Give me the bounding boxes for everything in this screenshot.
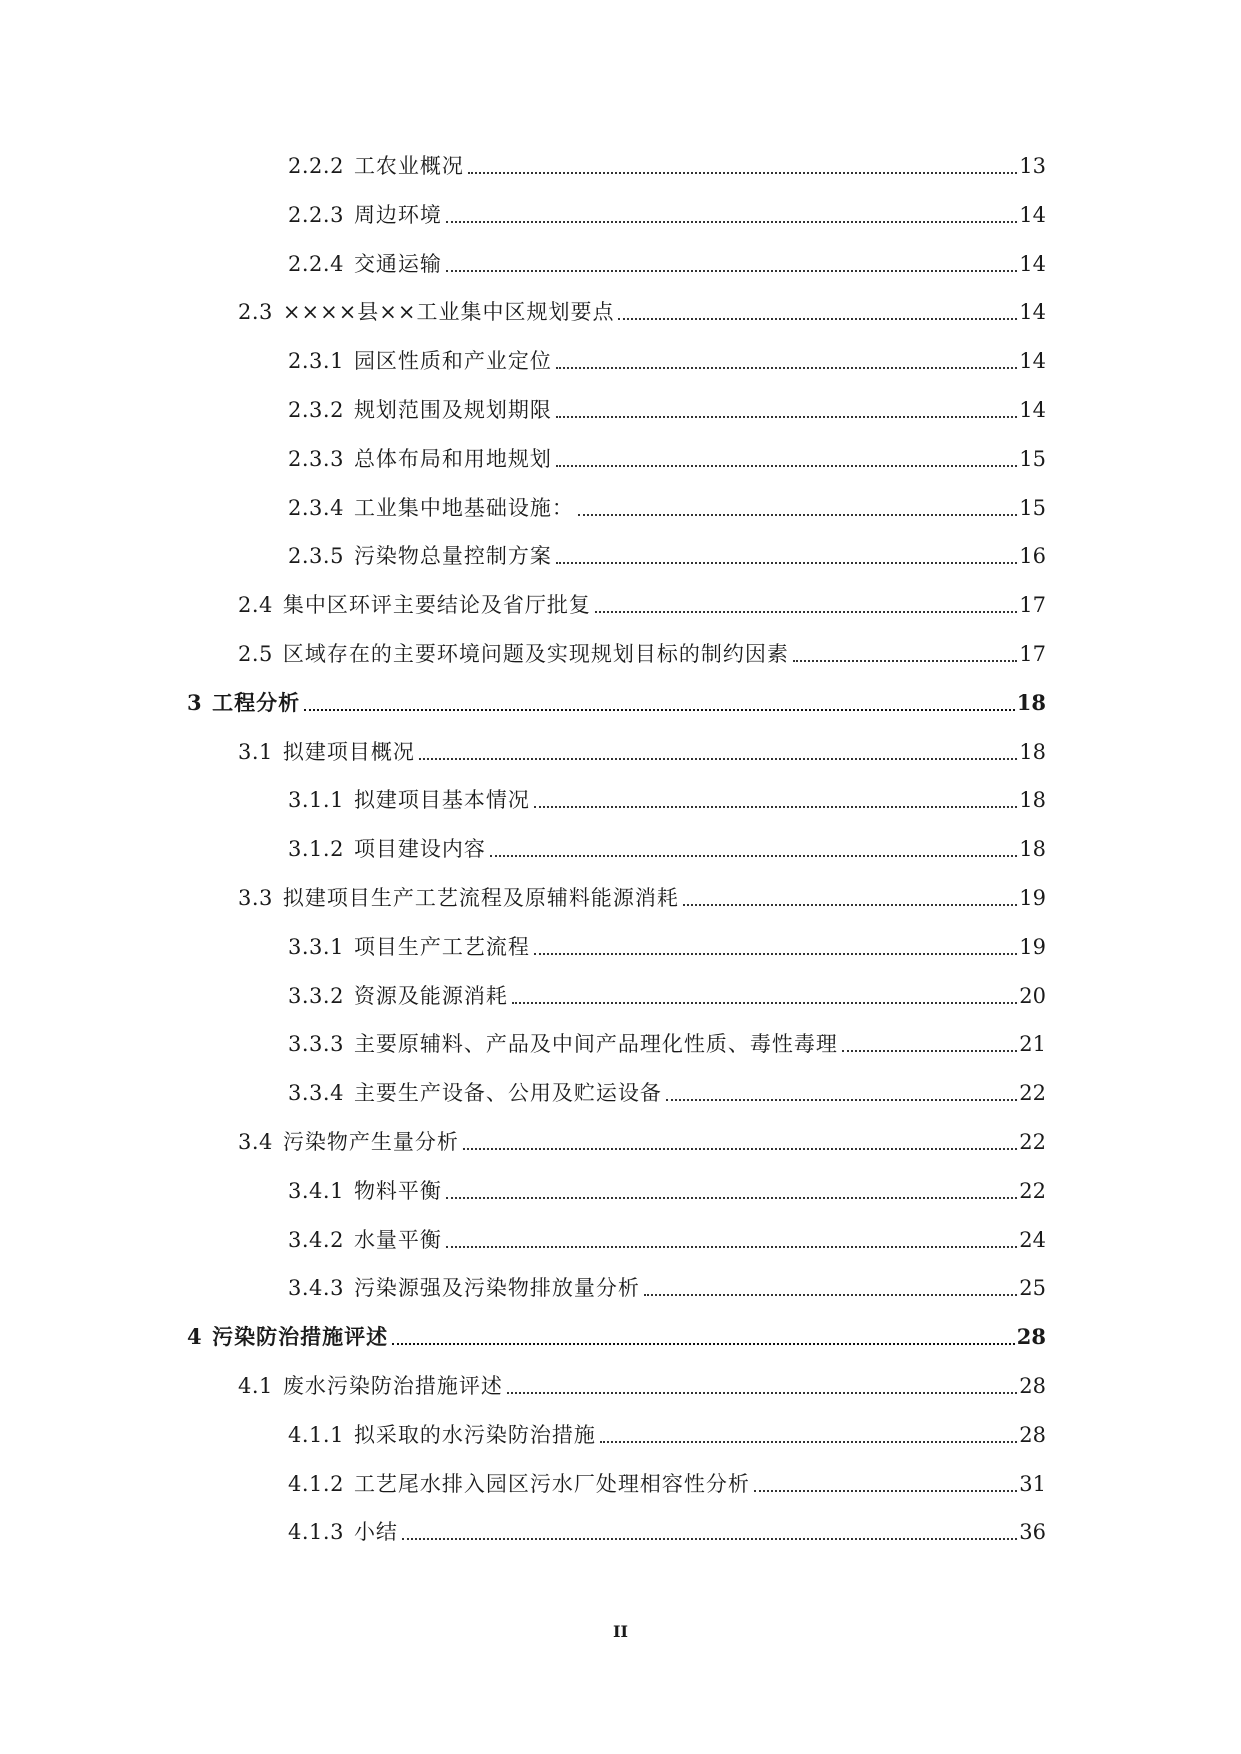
toc-entry-title: 主要生产设备、公用及贮运设备 — [353, 1081, 662, 1106]
toc-entry-page: 14 — [1019, 349, 1046, 374]
toc-entry[interactable] — [0, 1372, 1241, 1421]
toc-entry-number: 2.2.3 — [288, 202, 344, 227]
toc-entry-line — [288, 1518, 1046, 1546]
toc-entry[interactable] — [0, 445, 1241, 494]
toc-entry-line — [288, 494, 1046, 522]
toc-dot-leader — [402, 1538, 1017, 1540]
toc-entry-line — [288, 1470, 1046, 1498]
toc-entry[interactable] — [0, 591, 1241, 640]
toc-entry-line — [288, 347, 1046, 375]
toc-entry-line — [288, 1030, 1046, 1058]
toc-entry-title: 拟采取的水污染防治措施 — [353, 1422, 596, 1447]
toc-dot-leader — [490, 855, 1017, 857]
toc-dot-leader — [618, 318, 1017, 320]
toc-dot-leader — [392, 1343, 1015, 1345]
toc-entry-line — [288, 1177, 1046, 1205]
toc-entry-number: 3.3 — [238, 885, 273, 910]
toc-entry-page: 28 — [1016, 1324, 1046, 1350]
toc-entry-page: 13 — [1019, 154, 1046, 178]
toc-entry-title: 废水污染防治措施评述 — [282, 1373, 503, 1398]
toc-entry-number: 2.3 — [238, 300, 273, 325]
toc-entry-title: 物料平衡 — [353, 1178, 442, 1203]
toc-entry-title: 污染物总量控制方案 — [353, 544, 552, 569]
toc-entry-line — [288, 933, 1046, 961]
toc-entry-number: 4 — [187, 1324, 203, 1350]
toc-dot-leader — [446, 1197, 1017, 1199]
toc-entry[interactable] — [0, 1274, 1241, 1323]
toc-entry[interactable] — [0, 396, 1241, 445]
toc-entry[interactable] — [0, 1470, 1241, 1519]
toc-entry-number: 2.4 — [238, 593, 273, 618]
toc-entry-page: 21 — [1019, 1032, 1046, 1057]
toc-entry-title: 拟建项目基本情况 — [353, 788, 530, 813]
toc-entry-line — [288, 1226, 1046, 1254]
toc-entry-number: 3.3.4 — [288, 1081, 344, 1106]
toc-dot-leader — [842, 1050, 1017, 1052]
toc-entry-title: 工农业概况 — [353, 154, 464, 178]
toc-entry-number: 3.3.2 — [288, 983, 344, 1008]
toc-entry-title: 资源及能源消耗 — [353, 983, 508, 1008]
toc-entry-page: 18 — [1019, 837, 1046, 862]
toc-entry-page: 14 — [1019, 397, 1046, 422]
toc-entry-number: 3.3.1 — [288, 934, 344, 959]
toc-entry-number: 3 — [187, 689, 203, 715]
toc-entry-title: 污染物产生量分析 — [282, 1129, 459, 1154]
toc-entry-number: 2.2.2 — [288, 154, 344, 178]
toc-entry-number: 2.3.3 — [288, 446, 344, 471]
toc-entry[interactable] — [0, 542, 1241, 591]
toc-entry[interactable] — [0, 1128, 1241, 1177]
toc-dot-leader — [556, 416, 1017, 418]
toc-entry[interactable] — [0, 250, 1241, 299]
toc-entry-line — [288, 542, 1046, 570]
toc-entry-title: 交通运输 — [353, 251, 442, 276]
toc-dot-leader — [419, 758, 1017, 760]
toc-entry-number: 3.1 — [238, 739, 273, 764]
toc-entry-page: 28 — [1019, 1373, 1046, 1398]
toc-entry-line — [288, 445, 1046, 473]
toc-entry[interactable] — [0, 1030, 1241, 1079]
toc-entry-number: 4.1.1 — [288, 1422, 344, 1447]
toc-entry-line — [238, 591, 1046, 619]
toc-entry-line — [288, 1079, 1046, 1107]
toc-entry-page: 36 — [1019, 1520, 1046, 1545]
toc-dot-leader — [556, 367, 1017, 369]
toc-entry-number: 2.3.1 — [288, 349, 344, 374]
toc-dot-leader — [793, 660, 1017, 662]
page-number-footer: II — [613, 1622, 628, 1641]
table-of-contents — [0, 152, 1241, 1567]
toc-dot-leader — [666, 1099, 1017, 1101]
toc-entry-number: 3.3.3 — [288, 1032, 344, 1057]
toc-entry-title: 项目生产工艺流程 — [353, 934, 530, 959]
toc-entry-page: 18 — [1016, 689, 1046, 715]
toc-entry-page: 22 — [1019, 1081, 1046, 1106]
toc-entry[interactable] — [0, 152, 1241, 201]
toc-entry-line — [238, 884, 1046, 912]
toc-entry-number: 4.1.3 — [288, 1520, 344, 1545]
toc-entry-title: 集中区环评主要结论及省厅批复 — [282, 593, 591, 618]
toc-entry-title: ××××县××工业集中区规划要点 — [282, 300, 615, 325]
toc-entry-title: 工艺尾水排入园区污水厂处理相容性分析 — [353, 1471, 750, 1496]
toc-entry-page: 28 — [1019, 1422, 1046, 1447]
toc-entry-page: 22 — [1019, 1178, 1046, 1203]
toc-entry-number: 2.3.5 — [288, 544, 344, 569]
toc-entry-page: 14 — [1019, 202, 1046, 227]
toc-entry-page: 25 — [1019, 1276, 1046, 1301]
toc-dot-leader — [578, 514, 1017, 516]
toc-entry-page: 17 — [1019, 641, 1046, 666]
toc-entry-number: 3.4 — [238, 1129, 273, 1154]
toc-dot-leader — [600, 1441, 1017, 1443]
toc-entry[interactable] — [0, 1518, 1241, 1567]
toc-entry-page: 16 — [1019, 544, 1046, 569]
toc-entry-title: 区域存在的主要环境问题及实现规划目标的制约因素 — [282, 641, 789, 666]
toc-entry-page: 31 — [1019, 1471, 1046, 1496]
toc-entry-title: 工业集中地基础设施： — [353, 495, 574, 520]
toc-entry[interactable] — [0, 982, 1241, 1031]
toc-entry-line — [238, 640, 1046, 668]
toc-entry-number: 3.4.2 — [288, 1227, 344, 1252]
toc-entry-title: 污染源强及污染物排放量分析 — [353, 1276, 640, 1301]
toc-entry-line — [288, 1421, 1046, 1449]
toc-entry[interactable] — [0, 298, 1241, 347]
toc-entry-number: 3.1.2 — [288, 837, 344, 862]
toc-entry[interactable] — [0, 933, 1241, 982]
toc-entry-title: 规划范围及规划期限 — [353, 397, 552, 422]
toc-dot-leader — [512, 1002, 1017, 1004]
toc-entry-number: 2.3.2 — [288, 397, 344, 422]
toc-entry-line — [288, 250, 1046, 278]
toc-entry[interactable] — [0, 1079, 1241, 1128]
toc-entry-title: 主要原辅料、产品及中间产品理化性质、毒性毒理 — [353, 1032, 838, 1057]
toc-entry-number: 4.1 — [238, 1373, 273, 1398]
toc-entry[interactable] — [0, 835, 1241, 884]
toc-entry-line — [288, 396, 1046, 424]
toc-entry-page: 14 — [1019, 300, 1046, 325]
toc-entry-title: 项目建设内容 — [353, 837, 486, 862]
toc-entry-page: 19 — [1019, 934, 1046, 959]
toc-entry-title: 污染防治措施评述 — [212, 1324, 389, 1350]
toc-dot-leader — [683, 904, 1017, 906]
toc-entry[interactable] — [0, 1421, 1241, 1470]
toc-entry-title: 拟建项目概况 — [282, 739, 415, 764]
toc-entry[interactable] — [0, 1177, 1241, 1226]
toc-entry-line — [288, 786, 1046, 814]
toc-entry-line — [187, 1323, 1046, 1351]
toc-entry-line — [288, 152, 1046, 180]
toc-dot-leader — [556, 465, 1017, 467]
toc-entry[interactable] — [0, 884, 1241, 933]
toc-entry[interactable] — [0, 494, 1241, 543]
toc-entry[interactable] — [0, 1226, 1241, 1275]
toc-entry-line — [187, 689, 1046, 717]
toc-entry-title: 小结 — [353, 1520, 398, 1545]
toc-entry-line — [238, 1128, 1046, 1156]
toc-entry-number: 4.1.2 — [288, 1471, 344, 1496]
toc-dot-leader — [754, 1490, 1017, 1492]
toc-entry-page: 18 — [1019, 739, 1046, 764]
toc-dot-leader — [468, 172, 1017, 174]
toc-entry[interactable] — [0, 1323, 1241, 1372]
toc-dot-leader — [595, 611, 1017, 613]
toc-entry-number: 2.3.4 — [288, 495, 344, 520]
toc-entry-line — [288, 201, 1046, 229]
toc-entry-page: 14 — [1019, 251, 1046, 276]
toc-dot-leader — [534, 953, 1017, 955]
toc-entry-number: 2.5 — [238, 641, 273, 666]
toc-entry-page: 22 — [1019, 1129, 1046, 1154]
toc-dot-leader — [534, 806, 1017, 808]
toc-dot-leader — [446, 1246, 1017, 1248]
toc-entry-number: 3.4.1 — [288, 1178, 344, 1203]
toc-entry-title: 总体布局和用地规划 — [353, 446, 552, 471]
toc-entry-line — [238, 738, 1046, 766]
toc-dot-leader — [446, 270, 1017, 272]
toc-entry-title: 工程分析 — [212, 689, 301, 715]
toc-entry[interactable] — [0, 689, 1241, 738]
toc-entry-number: 2.2.4 — [288, 251, 344, 276]
toc-entry-line — [238, 1372, 1046, 1400]
toc-dot-leader — [507, 1392, 1017, 1394]
toc-entry-line — [288, 835, 1046, 863]
toc-dot-leader — [463, 1148, 1017, 1150]
toc-entry-page: 17 — [1019, 593, 1046, 618]
toc-entry[interactable] — [0, 640, 1241, 689]
toc-entry-line — [238, 298, 1046, 326]
toc-entry-page: 19 — [1019, 885, 1046, 910]
toc-entry-line — [288, 1274, 1046, 1302]
toc-entry-line — [288, 982, 1046, 1010]
toc-entry[interactable] — [0, 201, 1241, 250]
toc-entry-page: 15 — [1019, 495, 1046, 520]
toc-dot-leader — [446, 221, 1017, 223]
toc-dot-leader — [556, 562, 1017, 564]
toc-entry-page: 18 — [1019, 788, 1046, 813]
toc-entry-title: 水量平衡 — [353, 1227, 442, 1252]
toc-dot-leader — [304, 709, 1015, 711]
toc-dot-leader — [644, 1294, 1017, 1296]
toc-entry-title: 周边环境 — [353, 202, 442, 227]
toc-entry-title: 园区性质和产业定位 — [353, 349, 552, 374]
toc-entry[interactable] — [0, 347, 1241, 396]
toc-entry-number: 3.1.1 — [288, 788, 344, 813]
toc-entry[interactable] — [0, 786, 1241, 835]
toc-entry-page: 24 — [1019, 1227, 1046, 1252]
toc-entry[interactable] — [0, 738, 1241, 787]
toc-entry-page: 15 — [1019, 446, 1046, 471]
toc-entry-title: 拟建项目生产工艺流程及原辅料能源消耗 — [282, 885, 679, 910]
toc-entry-page: 20 — [1019, 983, 1046, 1008]
toc-entry-number: 3.4.3 — [288, 1276, 344, 1301]
